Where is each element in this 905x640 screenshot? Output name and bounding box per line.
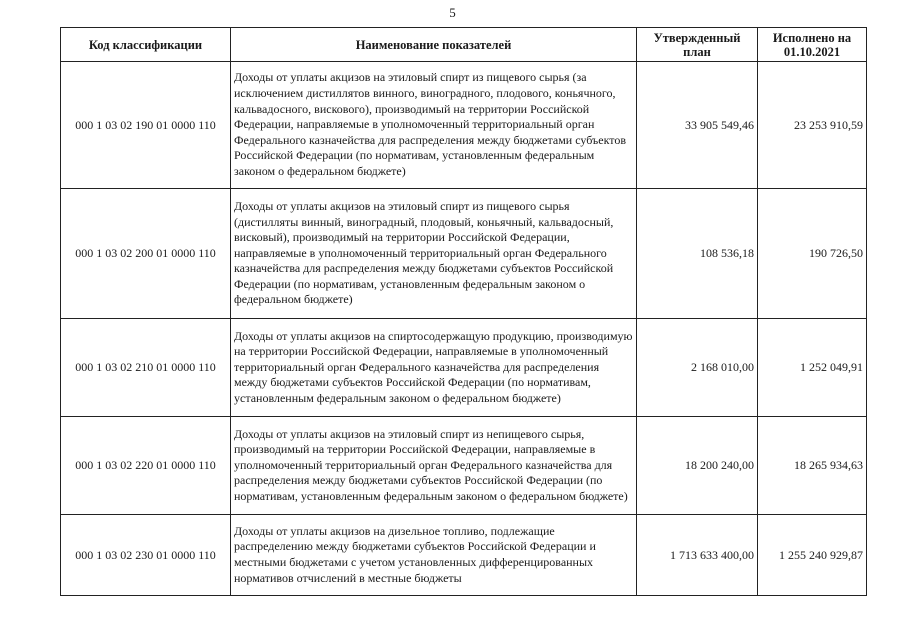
header-row: [61, 28, 867, 62]
row-plan: 1 713 633 400,00: [637, 515, 758, 596]
row-done: 190 726,50: [758, 189, 867, 319]
row-name: Доходы от уплаты акцизов на дизельное топливо, подлежащие распределению между бюджетами субъектов Российской Федерации и местными бюджетами с учетом установленных дифференцированных нормативов отчислений в местные бюджеты: [231, 515, 637, 596]
row-plan: 2 168 010,00: [637, 319, 758, 417]
row-plan: 33 905 549,46: [637, 62, 758, 189]
table-row: [61, 189, 867, 319]
header-done-line2: 01.10.2021: [783, 44, 841, 59]
table-body: [61, 62, 867, 596]
table-row: [61, 319, 867, 417]
table-row: [61, 417, 867, 515]
header-done: [758, 28, 867, 62]
row-done: 18 265 934,63: [758, 417, 867, 515]
revenue-table: [60, 27, 867, 596]
row-plan: 108 536,18: [637, 189, 758, 319]
row-code: 000 1 03 02 230 01 0000 110: [61, 515, 231, 596]
row-code: 000 1 03 02 200 01 0000 110: [61, 189, 231, 319]
row-name: Доходы от уплаты акцизов на этиловый спирт из непищевого сырья, производимый на территории Российской Федерации, направляемые в уполномоченный территориальный орган Федерального казначейства для распределения между бюджетами субъектов Российской Федерации (по нормативам, установленным федеральным законом о федеральном бюджете): [231, 417, 637, 515]
row-plan: 18 200 240,00: [637, 417, 758, 515]
header-plan-line2: план: [683, 44, 711, 59]
header-plan-line1: Утвержденный: [653, 30, 741, 45]
row-done: 1 255 240 929,87: [758, 515, 867, 596]
table-header: [61, 28, 867, 62]
header-plan: [637, 28, 758, 62]
row-code: 000 1 03 02 190 01 0000 110: [61, 62, 231, 189]
row-done: 23 253 910,59: [758, 62, 867, 189]
row-done: 1 252 049,91: [758, 319, 867, 417]
row-code: 000 1 03 02 210 01 0000 110: [61, 319, 231, 417]
row-name: Доходы от уплаты акцизов на этиловый спирт из пищевого сырья (дистилляты винный, виноградный, плодовый, коньячный, кальвадосный, висковый), производимый на территории Российской Федерации, направляемые в уполномоченный территориальный орган Федерального казначейства для распределения между бюджетами субъектов Российской Федерации (по нормативам, установленным федеральным законом о федеральном бюджете): [231, 189, 637, 319]
row-name: Доходы от уплаты акцизов на этиловый спирт из пищевого сырья (за исключением дистиллятов винного, виноградного, плодового, коньячного, кальвадосного, вискового), производимый на территории Российской Федерации, направляемые в уполномоченный территориальный орган Федерального казначейства для распределения между бюджетами субъектов Российской Федерации (по нормативам, установленным федеральным законом о федеральном бюджете): [231, 62, 637, 189]
header-done-line1: Исполнено на: [772, 30, 852, 45]
row-code: 000 1 03 02 220 01 0000 110: [61, 417, 231, 515]
table-row: [61, 62, 867, 189]
row-name: Доходы от уплаты акцизов на спиртосодержащую продукцию, производимую на территории Российской Федерации, направляемые в уполномоченный территориальный орган Федерального казначейства для распределения между бюджетами субъектов Российской Федерации (по нормативам, установленным федеральным законом о федеральном бюджете): [231, 319, 637, 417]
table-row: [61, 515, 867, 596]
header-name: Наименование показателей: [231, 28, 637, 62]
page-number: 5: [449, 5, 456, 20]
header-code: Код классификации: [61, 28, 231, 62]
